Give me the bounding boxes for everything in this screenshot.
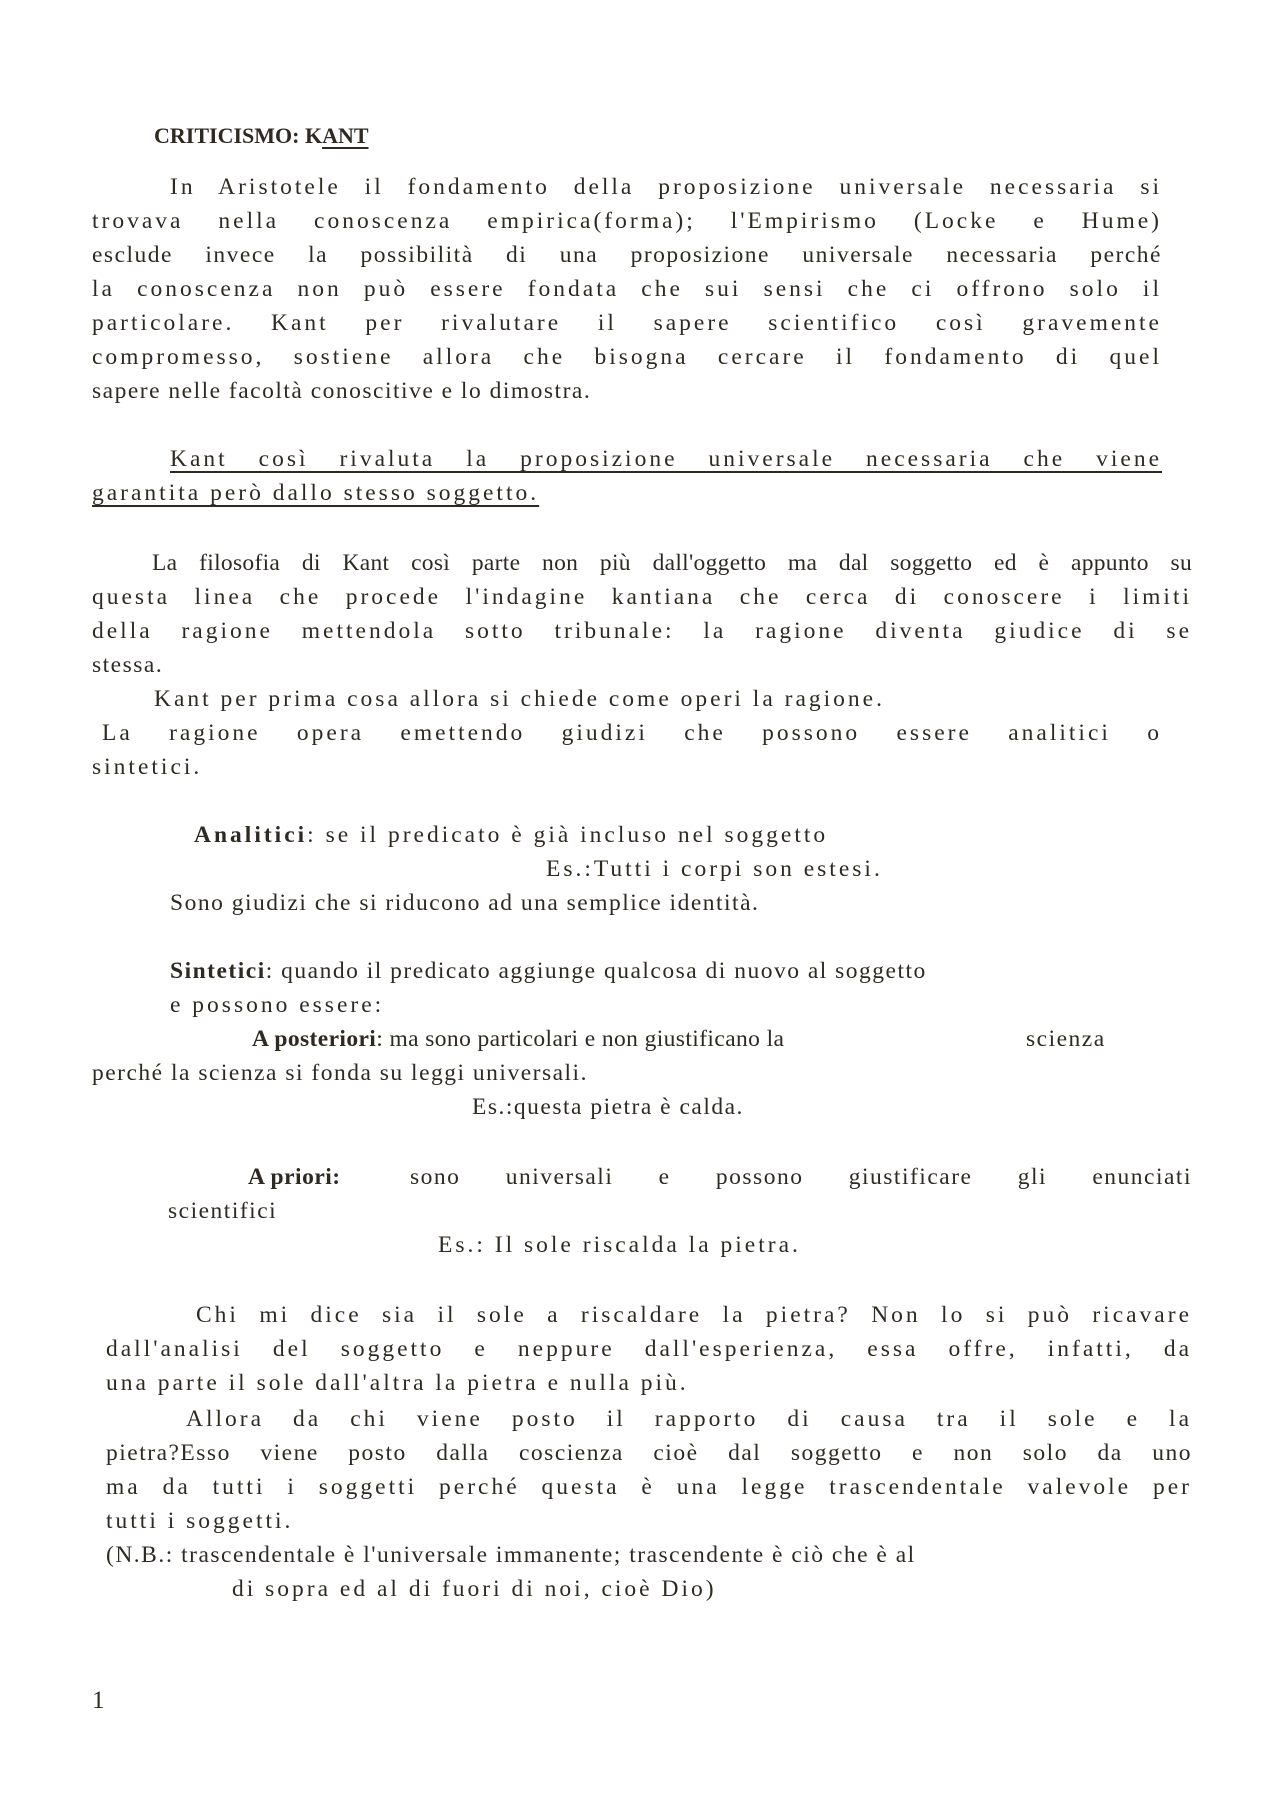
- posteriori-line-2: perché la scienza si fonda su leggi universali.: [92, 1060, 588, 1086]
- para1-line-3: esclude invece la possibilità di una proposizione universale necessaria perché: [92, 242, 1162, 268]
- priori-term: A priori:: [248, 1164, 341, 1190]
- para1-line-4: la conoscenza non può essere fondata che sui sensi che ci offrono solo il: [92, 276, 1162, 302]
- posteriori-tail: scienza: [1026, 1026, 1106, 1052]
- posteriori-line: [252, 1022, 784, 1056]
- para7-line-2: pietra?Esso viene posto dalla coscienza cioè dal soggetto e non solo da uno: [106, 1440, 1192, 1466]
- nb-line-1: (N.B.: trascendentale è l'universale immanente; trascendente è ciò che è al: [106, 1542, 916, 1568]
- analitici-note: Sono giudizi che si riducono ad una semplice identità.: [170, 890, 760, 916]
- para1-line-7: sapere nelle facoltà conoscitive e lo dimostra.: [92, 378, 592, 404]
- sintetici-line: [170, 954, 927, 988]
- para5-line-2: sintetici.: [92, 754, 203, 780]
- analitici-line: [194, 818, 828, 852]
- priori-text: sono universali e possono giustificare gli enunciati: [410, 1164, 1192, 1190]
- para7-line-4: tutti i soggetti.: [106, 1508, 294, 1534]
- para2-line-2: garantita però dallo stesso soggetto.: [92, 480, 540, 506]
- posteriori-example: Es.:questa pietra è calda.: [472, 1094, 744, 1120]
- para3-line-3: della ragione mettendola sotto tribunale: la ragione diventa giudice di se: [92, 618, 1192, 644]
- para7-line-3: ma da tutti i soggetti perché questa è una legge trascendentale valevole per: [106, 1474, 1192, 1500]
- para4-line: Kant per prima cosa allora si chiede come operi la ragione.: [154, 686, 885, 712]
- nb-line-2: di sopra ed al di fuori di noi, cioè Dio): [232, 1576, 717, 1602]
- para6-line-1: Chi mi dice sia il sole a riscaldare la pietra? Non lo si può ricavare: [196, 1302, 1192, 1328]
- para2-line-1: Kant così rivaluta la proposizione universale necessaria che viene: [170, 446, 1162, 472]
- para3-line-2: questa linea che procede l'indagine kantiana che cerca di conoscere i limiti: [92, 584, 1192, 610]
- para7-line-1: Allora da chi viene posto il rapporto di causa tra il sole e la: [186, 1406, 1192, 1432]
- sintetici-definition: : quando il predicato aggiunge qualcosa di nuovo al soggetto: [265, 958, 927, 984]
- page-number: 1: [92, 1687, 105, 1714]
- title-underlined: ANT: [322, 123, 369, 148]
- sintetici-continuation: e possono essere:: [170, 992, 385, 1018]
- priori-term-line: [248, 1160, 341, 1194]
- analitici-example: Es.:Tutti i corpi son estesi.: [546, 856, 883, 882]
- para5-line-1: La ragione opera emettendo giudizi che possono essere analitici o: [102, 720, 1162, 746]
- posteriori-text: : ma sono particolari e non giustificano la: [376, 1026, 785, 1052]
- page-title: [154, 120, 369, 152]
- priori-example: Es.: Il sole riscalda la pietra.: [438, 1232, 801, 1258]
- priori-line-2: scientifici: [168, 1198, 278, 1224]
- para1-line-6: compromesso, sostiene allora che bisogna cercare il fondamento di quel: [92, 344, 1162, 370]
- para3-line-4: stessa.: [92, 652, 164, 678]
- analitici-term: Analitici: [194, 822, 308, 848]
- para3-line-1: La filosofia di Kant così parte non più dall'oggetto ma dal soggetto ed è appunto su: [152, 550, 1192, 576]
- para1-line-2: trovava nella conoscenza empirica(forma); l'Empirismo (Locke e Hume): [92, 208, 1162, 234]
- analitici-definition: : se il predicato è già incluso nel soggetto: [307, 822, 829, 848]
- posteriori-term: A posteriori: [252, 1026, 377, 1052]
- para6-line-3: una parte il sole dall'altra la pietra e nulla più.: [106, 1370, 689, 1396]
- para6-line-2: dall'analisi del soggetto e neppure dall'esperienza, essa offre, infatti, da: [106, 1336, 1192, 1362]
- para1-line-5: particolare. Kant per rivalutare il sapere scientifico così gravemente: [92, 310, 1162, 336]
- title-prefix: CRITICISMO: K: [154, 123, 323, 148]
- sintetici-term: Sintetici: [170, 958, 266, 984]
- para1-line-1: In Aristotele il fondamento della proposizione universale necessaria si: [170, 174, 1162, 200]
